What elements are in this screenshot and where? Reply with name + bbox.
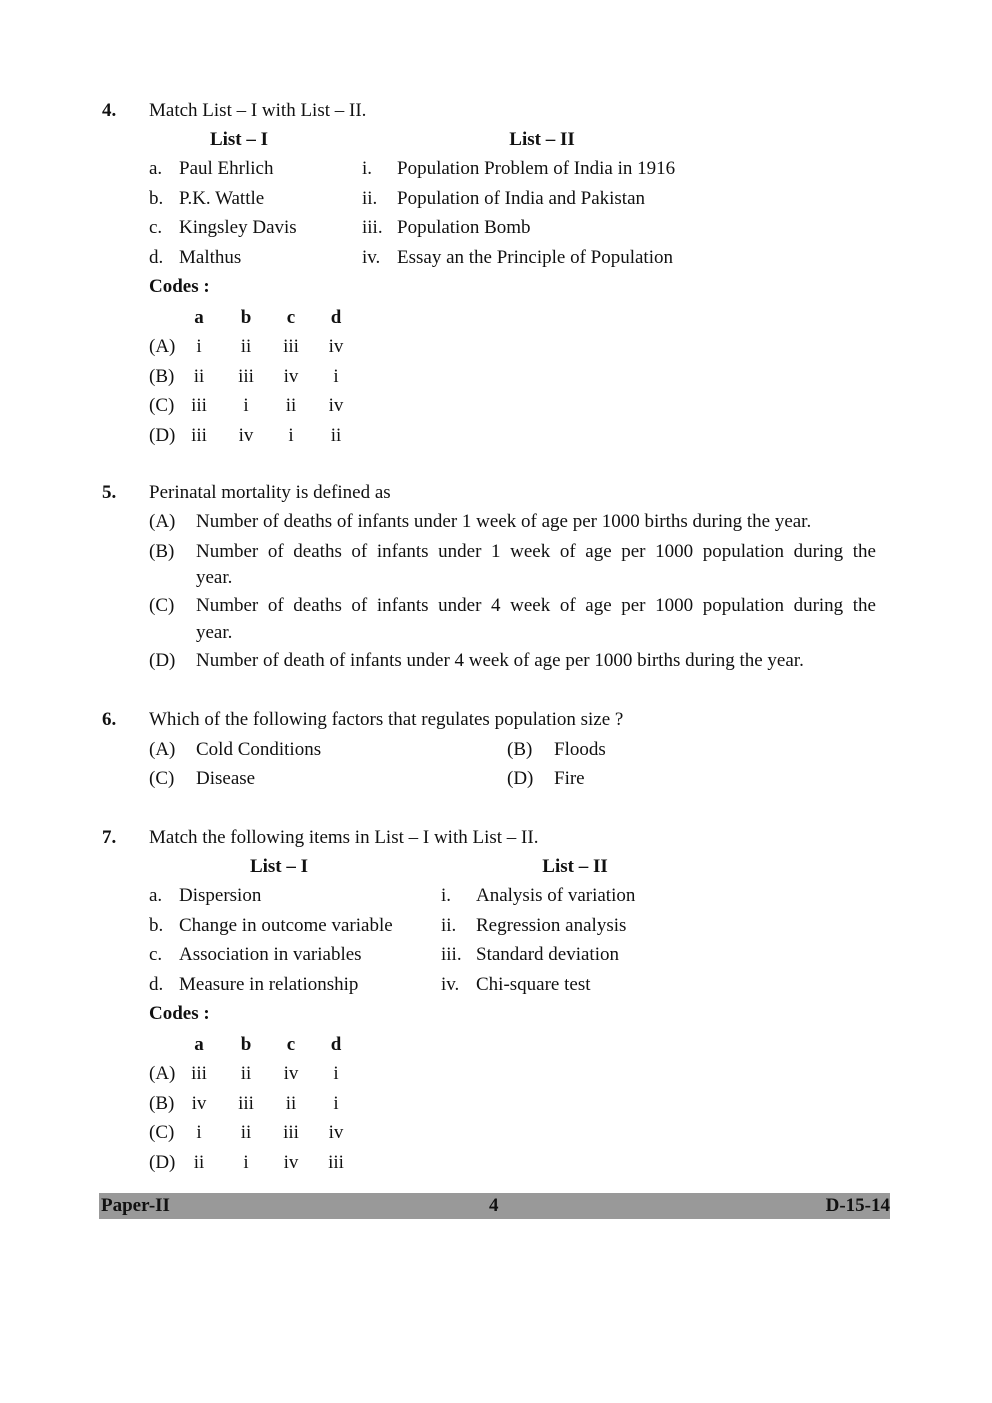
list2-item: Population Problem of India in 1916 <box>397 158 676 179</box>
option-label: (D) <box>149 650 176 671</box>
code-value: i <box>243 1151 249 1173</box>
code-value: iv <box>283 1151 299 1173</box>
option-text: Number of death of infants under 4 week of age per 1000 births during the year. <box>196 650 804 671</box>
list1-item: Malthus <box>179 246 242 268</box>
option-text: Number of deaths of infants under 4 week of age per 1000 population during the <box>196 595 876 616</box>
code-column-header: b <box>240 1034 252 1055</box>
code-value: i <box>333 1063 339 1084</box>
code-value: iii <box>328 1151 344 1173</box>
code-column-header: c <box>286 307 296 328</box>
list1-header: List – I <box>209 129 269 150</box>
paper-label: Paper-II <box>101 1195 170 1216</box>
list2-item: Population of India and Pakistan <box>397 187 646 209</box>
list1-marker: a. <box>149 885 163 906</box>
list1-item: P.K. Wattle <box>179 187 265 209</box>
list2-item: Analysis of variation <box>476 885 636 906</box>
option-label: (B) <box>507 739 533 760</box>
option-label: (A) <box>149 739 176 760</box>
code-value: iv <box>283 365 299 387</box>
question-number: 7. <box>102 827 117 848</box>
code-option-label: (C) <box>149 1122 175 1143</box>
code-value: iv <box>328 336 344 357</box>
code-value: iii <box>238 1092 254 1114</box>
option-text: Floods <box>554 739 606 760</box>
code-column-header: c <box>286 1034 296 1055</box>
option-label: (D) <box>507 768 534 789</box>
code-value: ii <box>240 1122 252 1143</box>
option-text: Fire <box>554 768 585 789</box>
code-value: iii <box>283 1122 299 1143</box>
list1-marker: b. <box>149 187 164 209</box>
list2-marker: i. <box>362 158 373 179</box>
list1-marker: c. <box>149 217 163 238</box>
list2-item: Standard deviation <box>476 944 619 965</box>
code-column-header: b <box>240 307 252 328</box>
list2-marker: iii. <box>441 944 462 965</box>
code-value: iv <box>191 1092 207 1114</box>
code-value: ii <box>240 336 252 357</box>
list2-marker: iv. <box>441 973 460 995</box>
codes-label: Codes : <box>149 276 210 297</box>
question-text: Which of the following factors that regulates population size ? <box>149 709 624 730</box>
list2-marker: iii. <box>362 217 383 238</box>
code-value: iii <box>283 336 299 357</box>
code-value: iv <box>283 1063 299 1084</box>
list2-marker: iv. <box>362 246 381 268</box>
code-value: i <box>196 1122 202 1143</box>
page-number: 4 <box>489 1195 499 1216</box>
code-value: ii <box>193 1151 205 1173</box>
list2-marker: ii. <box>362 187 378 209</box>
code-column-header: a <box>194 307 204 328</box>
list2-item: Essay an the Principle of Population <box>397 246 673 268</box>
code-option-label: (B) <box>149 365 175 387</box>
question-text: Perinatal mortality is defined as <box>149 482 391 503</box>
code-value: iii <box>191 424 207 446</box>
code-value: iii <box>191 1063 207 1084</box>
list2-header: List – II <box>542 856 608 877</box>
list1-marker: d. <box>149 246 164 268</box>
code-value: iii <box>191 395 207 416</box>
code-option-label: (C) <box>149 395 175 416</box>
question-number: 4. <box>102 100 117 121</box>
code-value: iv <box>238 424 254 446</box>
question-text: Match the following items in List – I with List – II. <box>149 827 539 848</box>
code-value: i <box>333 365 339 387</box>
code-value: ii <box>285 1092 297 1114</box>
option-text-continued: year. <box>196 567 233 588</box>
list2-marker: i. <box>441 885 452 906</box>
code-option-label: (A) <box>149 1063 176 1084</box>
code-option-label: (D) <box>149 424 176 446</box>
list2-header: List – II <box>509 129 575 150</box>
code-column-header: d <box>330 307 342 328</box>
code-value: ii <box>285 395 297 416</box>
code-option-label: (B) <box>149 1092 175 1114</box>
list1-marker: b. <box>149 914 164 936</box>
code-column-header: d <box>330 1034 342 1055</box>
list1-header: List – I <box>249 856 309 877</box>
option-label: (B) <box>149 541 175 562</box>
option-label: (A) <box>149 511 176 532</box>
question-number: 5. <box>102 482 117 503</box>
code-value: iv <box>328 1122 344 1143</box>
code-value: ii <box>330 424 342 446</box>
list1-item: Dispersion <box>179 885 262 906</box>
option-text: Number of deaths of infants under 1 week of age per 1000 population during the <box>196 541 876 562</box>
option-text-continued: year. <box>196 622 233 643</box>
list1-marker: c. <box>149 944 163 965</box>
list1-item: Change in outcome variable <box>179 914 393 936</box>
option-text: Number of deaths of infants under 1 week of age per 1000 births during the year. <box>196 511 812 532</box>
list2-item: Regression analysis <box>476 914 627 936</box>
page-footer <box>99 1193 890 1219</box>
option-text: Disease <box>196 768 256 789</box>
codes-label: Codes : <box>149 1003 210 1024</box>
list1-item: Paul Ehrlich <box>179 158 274 179</box>
code-value: i <box>196 336 202 357</box>
list1-item: Measure in relationship <box>179 973 359 995</box>
list1-item: Association in variables <box>179 944 362 965</box>
list2-marker: ii. <box>441 914 457 936</box>
code-value: i <box>333 1092 339 1114</box>
list2-item: Population Bomb <box>397 217 531 238</box>
code-value: iii <box>238 365 254 387</box>
list1-marker: a. <box>149 158 163 179</box>
question-text: Match List – I with List – II. <box>149 100 367 121</box>
option-text: Cold Conditions <box>196 739 322 760</box>
code-option-label: (D) <box>149 1151 176 1173</box>
option-label: (C) <box>149 768 175 789</box>
list1-marker: d. <box>149 973 164 995</box>
code-column-header: a <box>194 1034 204 1055</box>
exam-code: D-15-14 <box>825 1195 890 1216</box>
code-value: i <box>288 424 294 446</box>
code-value: i <box>243 395 249 416</box>
code-value: ii <box>240 1063 252 1084</box>
list1-item: Kingsley Davis <box>179 217 297 238</box>
code-value: ii <box>193 365 205 387</box>
code-value: iv <box>328 395 344 416</box>
code-option-label: (A) <box>149 336 176 357</box>
question-number: 6. <box>102 709 117 730</box>
list2-item: Chi-square test <box>476 973 591 995</box>
option-label: (C) <box>149 595 175 616</box>
